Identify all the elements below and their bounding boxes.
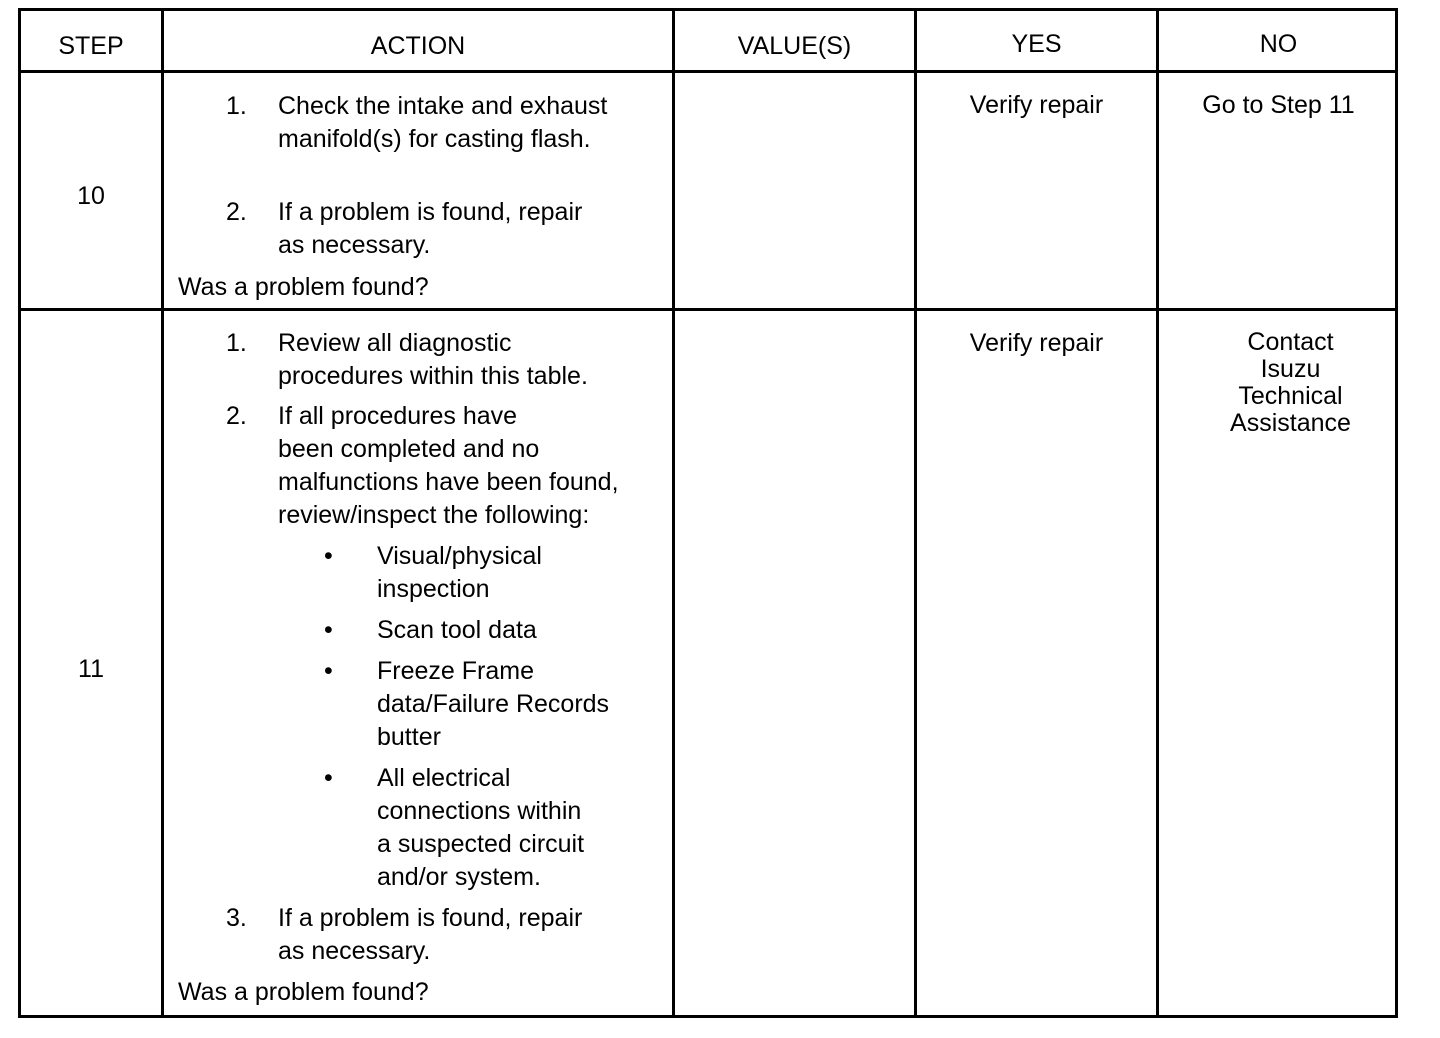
column-divider [1156,11,1159,1015]
column-divider [914,11,917,1015]
bullet-glyph: • [324,657,333,685]
item-number: 3. [226,904,247,932]
no-cell: Go to Step 11 [1202,91,1355,119]
item-number: 2. [226,198,247,226]
no-cell: Contact Isuzu Technical Assistance [1230,328,1351,437]
item-text: Check the intake and exhaust manifold(s) for casting flash. [278,92,608,153]
header-action: ACTION [370,32,466,60]
step-number: 11 [78,655,104,683]
diagnostic-table [18,8,1398,1018]
item-number: 1. [226,92,247,120]
bullet-glyph: • [324,542,333,570]
action-cell [164,311,672,1015]
item-text: If a problem is found, repair as necessary. [278,904,583,965]
yes-cell: Verify repair [969,329,1104,357]
header-no: NO [1259,30,1298,58]
header-values: VALUE(S) [737,32,852,60]
item-text: If all procedures have been completed and no malfunctions have been found, review/inspect the following: [278,402,619,529]
yes-cell: Verify repair [969,91,1104,119]
item-text: If a problem is found, repair as necessary. [278,198,583,259]
column-divider [672,11,675,1015]
item-number: 1. [226,329,247,357]
question-text: Was a problem found? [178,273,429,301]
bullet-text: Freeze Frame data/Failure Records butter [377,657,610,751]
step-number: 10 [77,182,105,210]
question-text: Was a problem found? [178,978,429,1006]
header-step: STEP [58,32,124,60]
action-cell [164,73,672,308]
bullet-text: Visual/physical inspection [377,542,542,603]
bullet-text: All electrical connections within a suspected circuit and/or system. [377,764,585,891]
bullet-glyph: • [324,616,333,644]
item-text: Review all diagnostic procedures within this table. [278,329,588,390]
bullet-glyph: • [324,764,333,792]
item-number: 2. [226,402,247,430]
bullet-text: Scan tool data [377,616,537,644]
header-yes: YES [1011,30,1062,58]
